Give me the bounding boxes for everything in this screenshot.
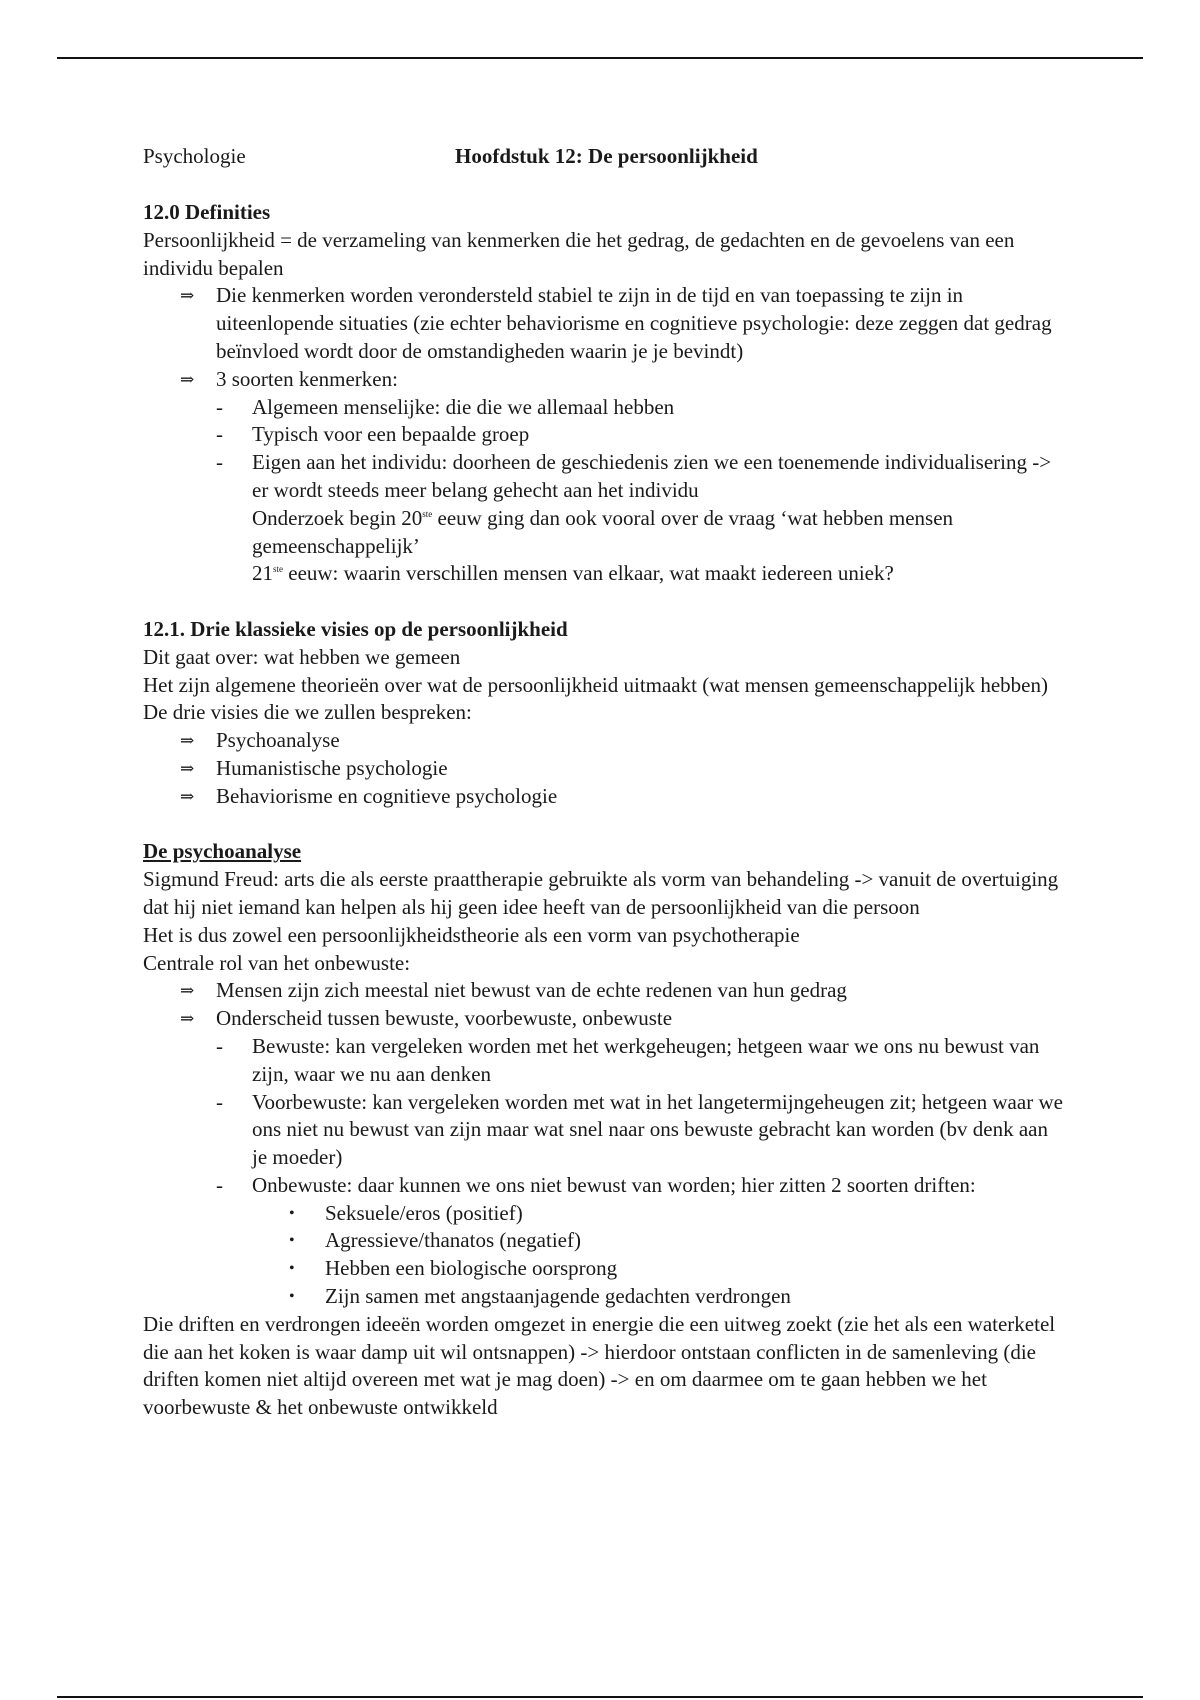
- double-arrow-icon: ⇒: [180, 731, 195, 751]
- bullet-list-item: [289, 1200, 1063, 1228]
- document-page: [143, 143, 1063, 1422]
- arrow-list-item: [180, 977, 1063, 1005]
- double-arrow-icon: ⇒: [180, 981, 195, 1001]
- arrow-item-text: 3 soorten kenmerken:: [216, 366, 398, 391]
- dash-item-text: Algemeen menselijke: die die we allemaal hebben: [252, 394, 675, 419]
- arrow-list-item: [180, 282, 1063, 365]
- arrow-list-item: [180, 1005, 1063, 1033]
- bullet-icon: •: [289, 1204, 295, 1222]
- bullet-list-item: [289, 1283, 1063, 1311]
- research-line: Onderzoek begin 20ste eeuw ging dan ook vooral over de vraag ‘wat hebben mensen gemeenschappelijk’: [252, 505, 954, 558]
- double-arrow-icon: ⇒: [180, 369, 195, 389]
- dash-list: [143, 1033, 1063, 1311]
- arrow-item-text: Die kenmerken worden verondersteld stabiel te zijn in de tijd en van toepassing te zijn in uiteenlopende situaties (zie echter behaviorisme en cognitieve psychologie: deze zeggen dat gedrag beïnvloed wordt door de omstandigheden waarin je je bevindt): [216, 283, 1052, 363]
- arrow-list-item: [180, 783, 1063, 811]
- dash-list-item: [216, 394, 1063, 422]
- arrow-list: [143, 282, 1063, 393]
- dash-list-item: [216, 1089, 1063, 1172]
- dash-icon: -: [216, 450, 223, 475]
- double-arrow-icon: ⇒: [180, 758, 195, 778]
- double-arrow-icon: ⇒: [180, 1009, 195, 1029]
- dash-icon: -: [216, 1033, 223, 1058]
- spacer: [143, 811, 1063, 839]
- arrow-item-text: Psychoanalyse: [216, 728, 340, 753]
- bullet-item-text: Zijn samen met angstaanjagende gedachten verdrongen: [325, 1284, 791, 1309]
- bullet-icon: •: [289, 1260, 295, 1278]
- dash-icon: -: [216, 422, 223, 447]
- paragraph-line: Sigmund Freud: arts die als eerste praattherapie gebruikte als vorm van behandeling -> vanuit de overtuiging dat hij niet iemand kan helpen als hij geen idee heeft van de persoonlijkheid van die persoon: [143, 867, 1059, 919]
- dash-icon: -: [216, 394, 223, 419]
- bullet-list-item: [289, 1255, 1063, 1283]
- dash-list-item: [216, 1172, 1063, 1311]
- bullet-item-text: Seksuele/eros (positief): [325, 1200, 523, 1225]
- arrow-list: [143, 977, 1063, 1033]
- dash-list: [143, 394, 1063, 589]
- section-heading-12-1: 12.1. Drie klassieke visies op de persoonlijkheid: [143, 616, 568, 641]
- arrow-list-item: [180, 727, 1063, 755]
- bullet-icon: •: [289, 1288, 295, 1306]
- top-rule: [57, 57, 1143, 59]
- double-arrow-icon: ⇒: [180, 286, 195, 306]
- paragraph-line: De drie visies die we zullen bespreken:: [143, 700, 472, 725]
- dash-icon: -: [216, 1172, 223, 1197]
- paragraph-line: Dit gaat over: wat hebben we gemeen: [143, 644, 461, 669]
- dash-item-text: Onbewuste: daar kunnen we ons niet bewust van worden; hier zitten 2 soorten driften:: [252, 1172, 976, 1197]
- section-heading-12-0: 12.0 Definities: [143, 200, 271, 224]
- arrow-list-item: [180, 366, 1063, 394]
- arrow-item-text: Mensen zijn zich meestal niet bewust van de echte redenen van hun gedrag: [216, 978, 847, 1003]
- dash-list-item: [216, 1033, 1063, 1089]
- bullet-icon: •: [289, 1232, 295, 1250]
- spacer: [143, 588, 1063, 616]
- dash-item-text: Eigen aan het individu: doorheen de geschiedenis zien we een toenemende individualisering -> er wordt steeds meer belang gehecht aan het individu: [252, 450, 1052, 502]
- bottom-rule: [57, 1696, 1143, 1698]
- bullet-list: [252, 1200, 1063, 1311]
- dash-list-item: [216, 449, 1063, 588]
- bullet-item-text: Hebben een biologische oorsprong: [325, 1256, 618, 1281]
- dash-item-text: Bewuste: kan vergeleken worden met het werkgeheugen; hetgeen waar we ons nu bewust van zijn, waar we nu aan denken: [252, 1033, 1040, 1086]
- century-line: 21ste eeuw: waarin verschillen mensen van elkaar, wat maakt iedereen uniek?: [252, 561, 894, 586]
- dash-item-text: Voorbewuste: kan vergeleken worden met wat in het langetermijngeheugen zit; hetgeen waar we ons niet nu bewust van zijn maar wat snel naar ons bewuste gebracht kan worden (bv denk aan je moeder): [252, 1089, 1063, 1170]
- psychoanalysis-heading: De psychoanalyse: [143, 839, 302, 864]
- paragraph-line: Het is dus zowel een persoonlijkheidstheorie als een vorm van psychotherapie: [143, 922, 800, 947]
- subject-label: Psychologie: [143, 144, 246, 168]
- dash-item-text: Typisch voor een bepaalde groep: [252, 422, 530, 447]
- paragraph-line: Centrale rol van het onbewuste:: [143, 950, 411, 975]
- visions-list: [143, 727, 1063, 810]
- definition-paragraph: Persoonlijkheid = de verzameling van kenmerken die het gedrag, de gedachten en de gevoelens van een individu bepalen: [143, 227, 1015, 280]
- bullet-list-item: [289, 1227, 1063, 1255]
- arrow-item-text: Behaviorisme en cognitieve psychologie: [216, 783, 558, 808]
- arrow-list-item: [180, 755, 1063, 783]
- document-header: [143, 143, 1063, 171]
- paragraph-line: Het zijn algemene theorieën over wat de persoonlijkheid uitmaakt (wat mensen gemeenschappelijk hebben): [143, 672, 1048, 697]
- dash-icon: -: [216, 1089, 223, 1114]
- arrow-item-text: Humanistische psychologie: [216, 755, 448, 780]
- arrow-item-text: Onderscheid tussen bewuste, voorbewuste, onbewuste: [216, 1006, 673, 1031]
- closing-paragraph: Die driften en verdrongen ideeën worden omgezet in energie die een uitweg zoekt (zie het als een waterketel die aan het koken is waar damp uit wil ontsnappen) -> hierdoor ontstaan conflicten in de samenleving (die driften komen niet altijd overeen met wat je mag doen) -> en om daarmee om te gaan hebben we het voorbewuste & het onbewuste ontwikkeld: [143, 1311, 1056, 1420]
- dash-list-item: [216, 421, 1063, 449]
- chapter-title: Hoofdstuk 12: De persoonlijkheid: [455, 144, 758, 168]
- bullet-item-text: Agressieve/thanatos (negatief): [325, 1228, 581, 1253]
- double-arrow-icon: ⇒: [180, 786, 195, 806]
